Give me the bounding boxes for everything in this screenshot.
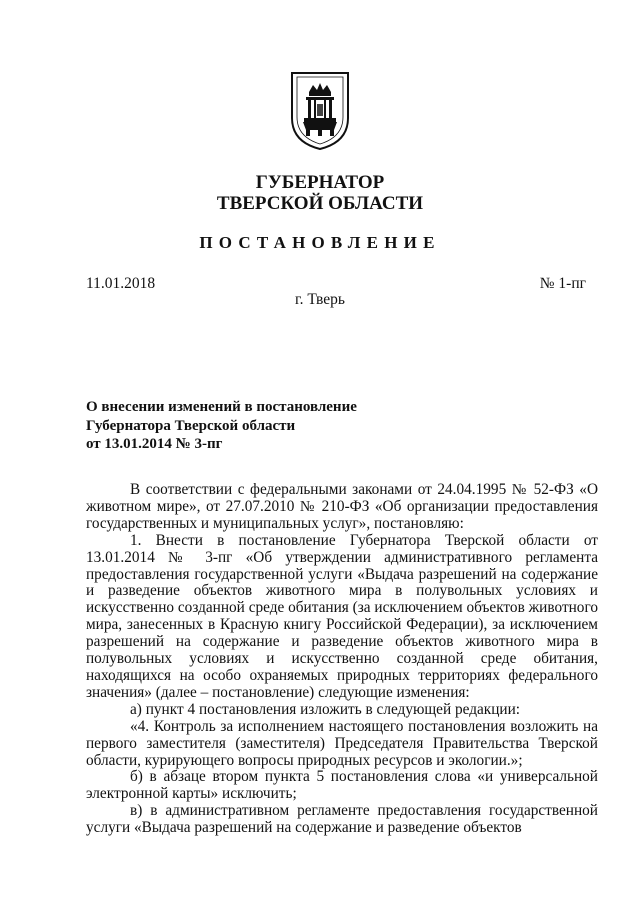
document-city: г. Тверь bbox=[295, 291, 345, 308]
document-number: № 1-пг bbox=[539, 275, 586, 292]
document-date: 11.01.2018 bbox=[86, 275, 156, 292]
tver-coat-of-arms-icon bbox=[289, 70, 351, 152]
subject-line: О внесении изменений в постановление bbox=[86, 399, 357, 415]
body-paragraph: В соответствии с федеральными законами от 24.04.1995 № 52-ФЗ «О животном мире», от 27.07.2010 № 210-ФЗ «Об организации предоставления государственных и муниципальных услуг», постановляю: bbox=[86, 481, 598, 532]
subject-line: от 13.01.2014 № 3-пг bbox=[86, 436, 223, 452]
body-paragraph: в) в административном регламенте предоставления государственной услуги «Выдача разрешений на содержание и разведение объектов bbox=[86, 802, 598, 837]
document-subject bbox=[86, 398, 357, 454]
governor-title-line1: ГУБЕРНАТОР bbox=[255, 172, 385, 193]
body-paragraph: а) пункт 4 постановления изложить в следующей редакции: bbox=[130, 700, 521, 718]
document-type-title: ПОСТАНОВЛЕНИЕ bbox=[199, 233, 441, 252]
body-paragraph: «4. Контроль за исполнением настоящего постановления возложить на первого заместителя (заместителя) Председателя Правительства Тверской области, курирующего вопросы природных ресурсов и экологии.»; bbox=[86, 717, 598, 769]
body-paragraph: 1. Внести в постановление Губернатора Тверской области от 13.01.2014 № 3-пг «Об утверждении административного регламента предоставления государственной услуги «Выдача разрешений на содержание и разведение объектов животного мира в полувольных условиях и искусственно созданной среде обитания (за исключением объектов животного мира, занесенных в Красную книгу Российской Федерации), за исключением разрешений на содержание и разведение объектов животного мира в полувольных условиях и искусственно созданной среде обитания, находящихся на особо охраняемых природных территориях федерального значения» (далее – постановление) следующие изменения: bbox=[86, 531, 598, 701]
governor-title-line2: ТВЕРСКОЙ ОБЛАСТИ bbox=[216, 193, 424, 214]
body-paragraph: б) в абзаце втором пункта 5 постановления слова «и универсальной электронной карты» исключить; bbox=[86, 768, 598, 803]
document-body bbox=[86, 482, 598, 837]
subject-line: Губернатора Тверской области bbox=[86, 417, 296, 434]
